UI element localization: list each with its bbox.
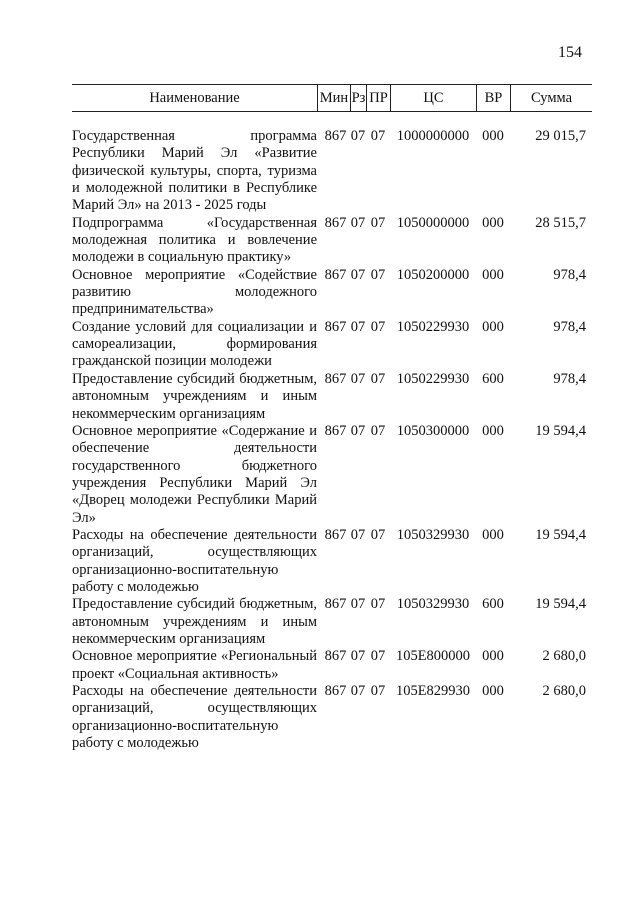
table-row [72, 319, 592, 371]
row-min: 867 [324, 128, 347, 144]
row-min: 867 [324, 648, 347, 665]
header-cs: ЦС [390, 85, 476, 111]
row-cs: 1050000000 [396, 214, 470, 231]
row-sum: 2 680,0 [542, 683, 586, 699]
row-rz: 07 [350, 128, 366, 144]
row-name: Основное мероприятие «Содержание и обеспечение деятельности государственного бюджетного учреждения Республики Марий Эл «Дворец молодежи Республики Марий Эл» [72, 422, 317, 526]
table-row [72, 128, 592, 215]
row-rz: 07 [350, 683, 366, 699]
row-vr: 000 [482, 648, 504, 665]
header-vr: ВР [476, 85, 510, 111]
row-pr: 07 [370, 128, 386, 144]
row-pr: 07 [370, 266, 386, 283]
row-pr: 07 [370, 648, 386, 665]
row-sum: 19 594,4 [535, 596, 586, 613]
row-min: 867 [324, 318, 347, 335]
table-row [72, 215, 592, 267]
row-pr: 07 [370, 422, 386, 439]
row-rz: 07 [350, 648, 366, 665]
table-row [72, 596, 592, 648]
row-cs: 1000000000 [396, 128, 470, 144]
row-name: Предоставление субсидий бюджетным, автономным учреждениям и иным некоммерческим организациям [72, 370, 317, 422]
row-cs: 1050200000 [396, 266, 470, 283]
row-vr: 000 [482, 422, 504, 439]
row-min: 867 [324, 596, 347, 613]
table-body [72, 128, 592, 752]
table-row [72, 648, 592, 683]
row-min: 867 [324, 683, 347, 699]
row-rz: 07 [350, 526, 366, 543]
row-pr: 07 [370, 370, 386, 387]
row-cs: 105E829930 [395, 683, 471, 699]
row-min: 867 [324, 214, 347, 231]
row-min: 867 [324, 422, 347, 439]
row-vr: 000 [482, 128, 504, 144]
page-number: 154 [558, 44, 582, 61]
table-header [72, 84, 592, 112]
row-pr: 07 [370, 596, 386, 613]
row-cs: 1050300000 [396, 422, 470, 439]
row-sum: 978,4 [553, 266, 586, 283]
row-rz: 07 [350, 422, 366, 439]
table-row [72, 527, 592, 596]
row-sum: 29 015,7 [535, 128, 586, 144]
row-min: 867 [324, 370, 347, 387]
row-sum: 978,4 [553, 370, 586, 387]
row-cs: 1050229930 [396, 370, 470, 387]
row-sum: 978,4 [553, 318, 586, 335]
table-row [72, 683, 592, 752]
row-vr: 000 [482, 318, 504, 335]
header-sum: Сумма [510, 85, 592, 111]
row-name: Предоставление субсидий бюджетным, автономным учреждениям и иным некоммерческим организациям [72, 596, 317, 647]
row-rz: 07 [350, 318, 366, 335]
row-rz: 07 [350, 266, 366, 283]
row-name: Расходы на обеспечение деятельности организаций, осуществляющих организационно-воспитательную работу с молодежью [72, 526, 317, 595]
table-row [72, 267, 592, 319]
row-min: 867 [324, 526, 347, 543]
header-rz: Рз [350, 85, 366, 111]
header-pr: ПР [366, 85, 390, 111]
row-pr: 07 [370, 214, 386, 231]
row-cs: 1050329930 [396, 596, 470, 613]
row-pr: 07 [370, 318, 386, 335]
row-name: Расходы на обеспечение деятельности организаций, осуществляющих организационно-воспитательную работу с молодежью [72, 683, 317, 752]
row-cs: 105E800000 [395, 648, 471, 665]
row-name: Государственная программа Республики Марий Эл «Развитие физической культуры, спорта, туризма и молодежной политики в Республике Марий Эл» на 2013 - 2025 годы [72, 128, 317, 214]
row-pr: 07 [370, 683, 386, 699]
row-sum: 19 594,4 [535, 526, 586, 543]
row-vr: 000 [482, 266, 504, 283]
row-sum: 2 680,0 [542, 648, 586, 665]
row-pr: 07 [370, 526, 386, 543]
row-vr: 000 [482, 683, 504, 699]
row-rz: 07 [350, 370, 366, 387]
row-vr: 000 [482, 526, 504, 543]
header-name: Наименование [149, 90, 240, 106]
row-rz: 07 [350, 596, 366, 613]
row-vr: 600 [482, 596, 504, 613]
row-vr: 600 [482, 370, 504, 387]
header-min: Мин [317, 85, 350, 111]
row-sum: 19 594,4 [535, 422, 586, 439]
table-row [72, 371, 592, 423]
row-sum: 28 515,7 [535, 214, 586, 231]
row-name: Подпрограмма «Государственная молодежная политика и вовлечение молодежи в социальную практику» [72, 214, 317, 266]
row-rz: 07 [350, 214, 366, 231]
table-row [72, 423, 592, 527]
row-name: Основное мероприятие «Региональный проект «Социальная активность» [72, 648, 317, 682]
row-vr: 000 [482, 214, 504, 231]
row-name: Создание условий для социализации и самореализации, формирования гражданской позиции молодежи [72, 318, 317, 370]
row-min: 867 [324, 266, 347, 283]
row-name: Основное мероприятие «Содействие развитию молодежного предпринимательства» [72, 266, 317, 318]
row-cs: 1050229930 [396, 318, 470, 335]
budget-table [72, 84, 592, 752]
row-cs: 1050329930 [396, 526, 470, 543]
